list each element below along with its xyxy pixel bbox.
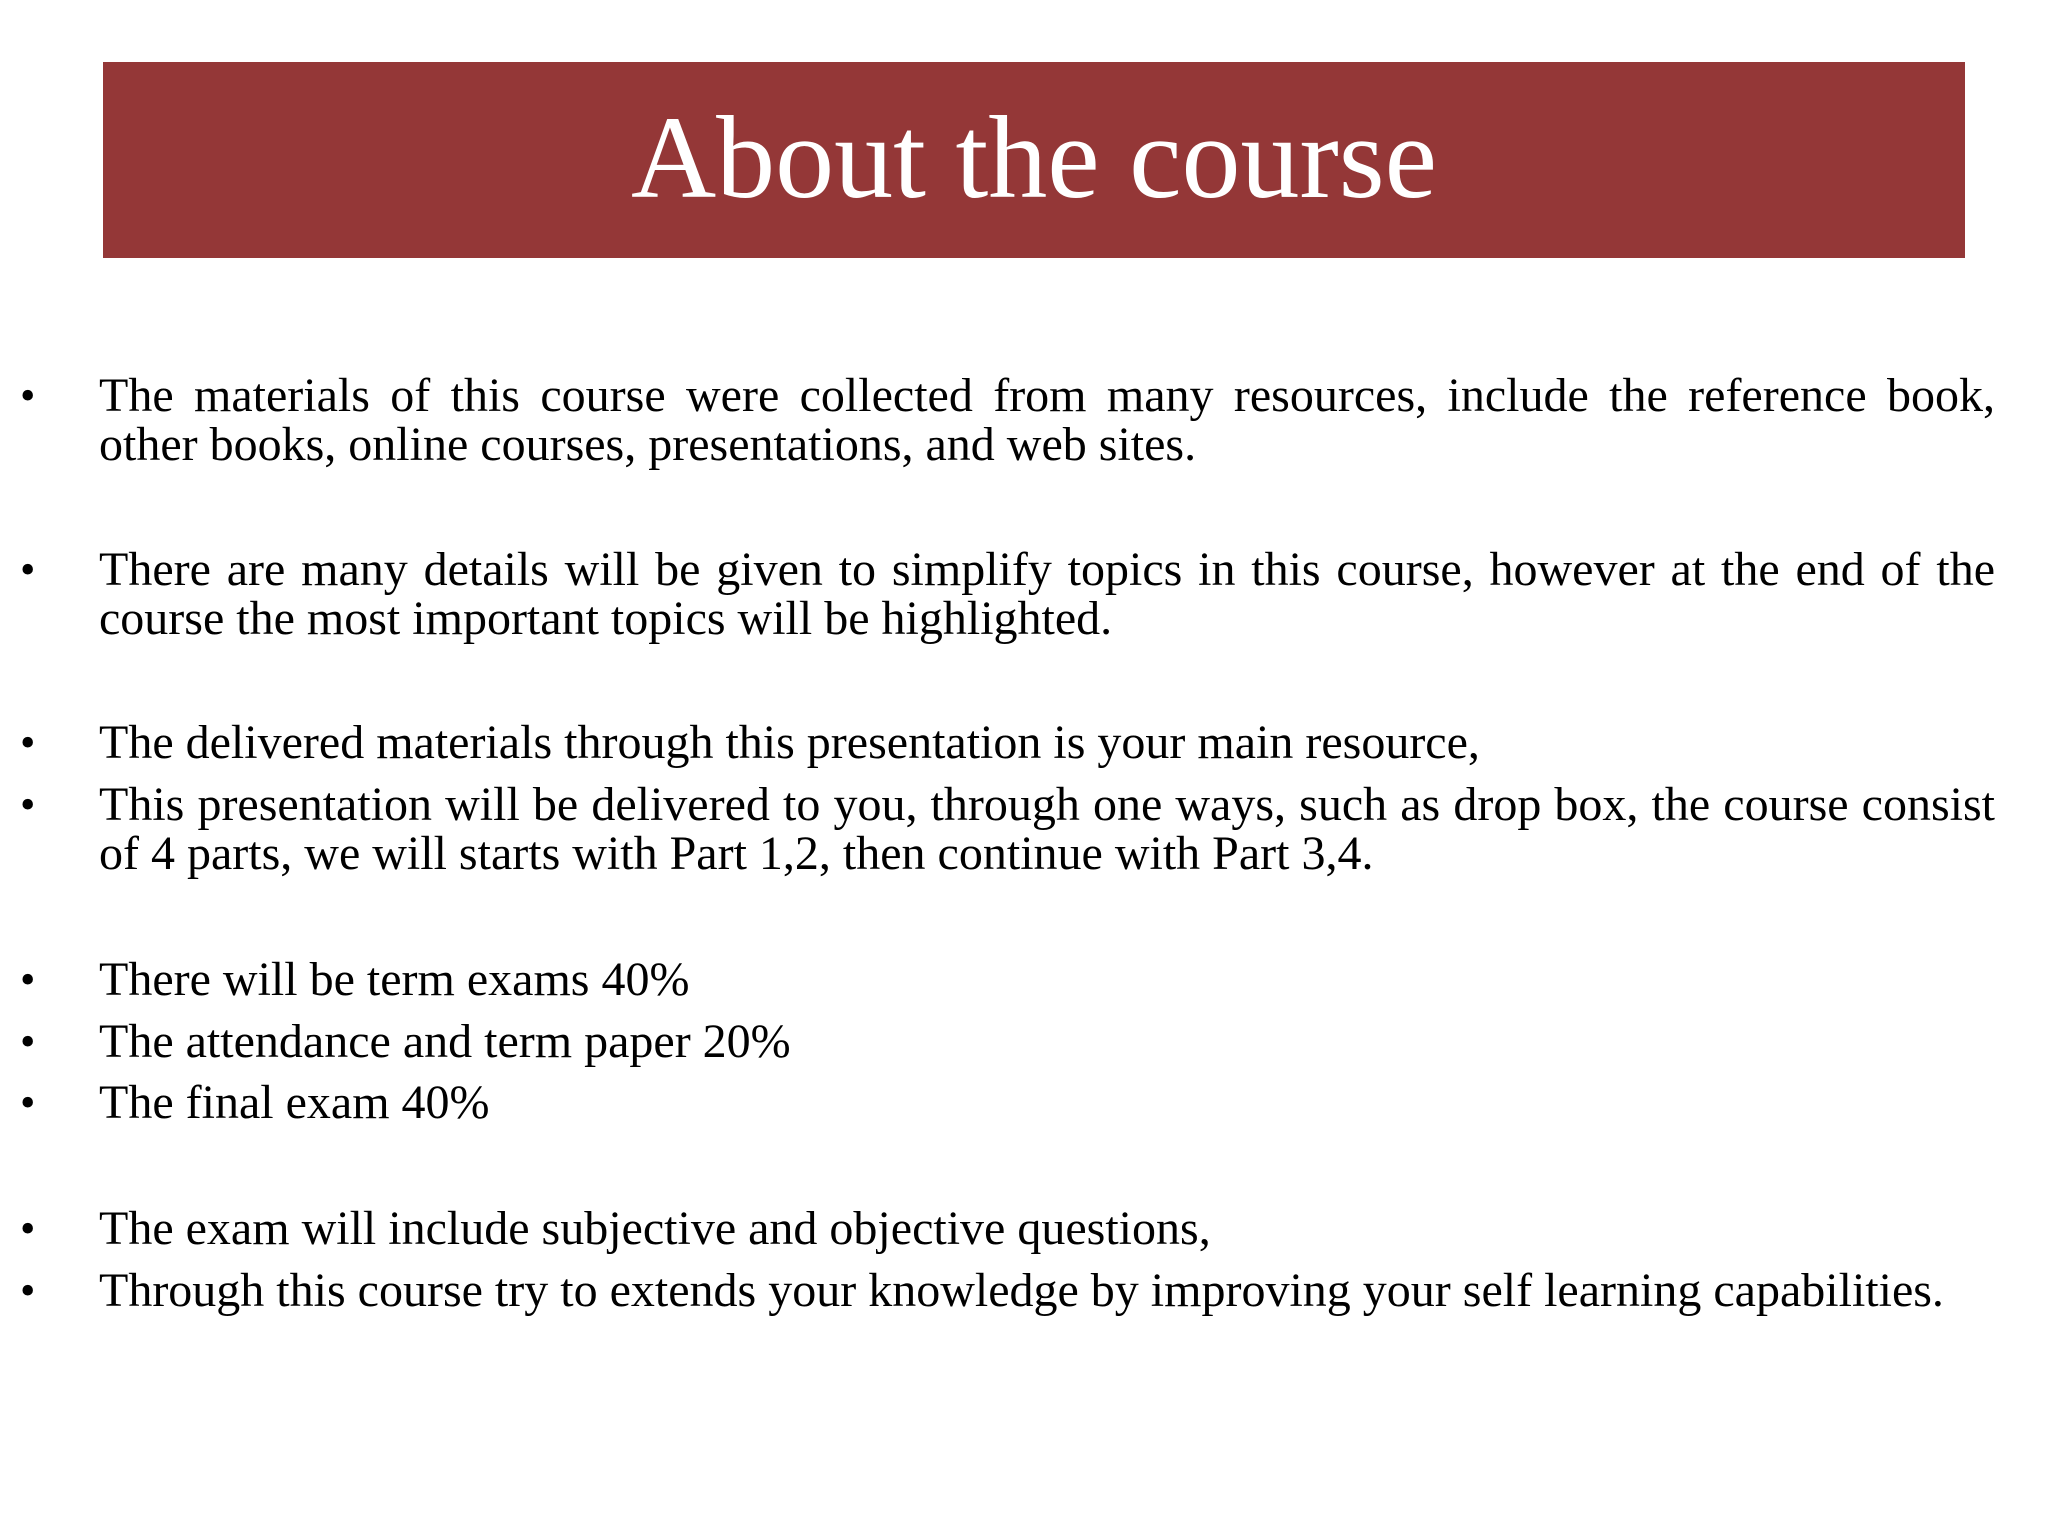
- bullet-icon: •: [20, 955, 36, 1004]
- bullet-text: The attendance and term paper 20%: [99, 1015, 791, 1068]
- bullet-text: The delivered materials through this presentation is your main resource,: [99, 716, 1480, 769]
- bullet-icon: •: [20, 780, 36, 829]
- bullet-icon: •: [20, 545, 36, 594]
- bullet-text: There will be term exams 40%: [99, 953, 690, 1006]
- bullet-icon: •: [20, 718, 36, 767]
- title-bar: [103, 62, 1965, 258]
- bullet-text: The materials of this course were collected from many resources, include the reference book, other books, online courses, presentations, and web sites.: [99, 369, 1995, 471]
- bullet-icon: •: [20, 1078, 36, 1127]
- bullet-icon: •: [20, 1266, 36, 1315]
- bullet-text: There are many details will be given to simplify topics in this course, however at the end of the course the most important topics will be highlighted.: [99, 543, 1995, 645]
- bullet-icon: •: [20, 1204, 36, 1253]
- bullet-icon: •: [20, 371, 36, 420]
- bullet-text: The final exam 40%: [99, 1076, 490, 1129]
- bullet-text: The exam will include subjective and objective questions,: [99, 1202, 1211, 1255]
- bullet-text: This presentation will be delivered to you, through one ways, such as drop box, the course consist of 4 parts, we will starts with Part 1,2, then continue with Part 3,4.: [99, 778, 1995, 880]
- slide-title: About the course: [630, 92, 1438, 223]
- bullet-icon: •: [20, 1017, 36, 1066]
- bullet-text: Through this course try to extends your knowledge by improving your self learning capabilities.: [99, 1264, 1944, 1317]
